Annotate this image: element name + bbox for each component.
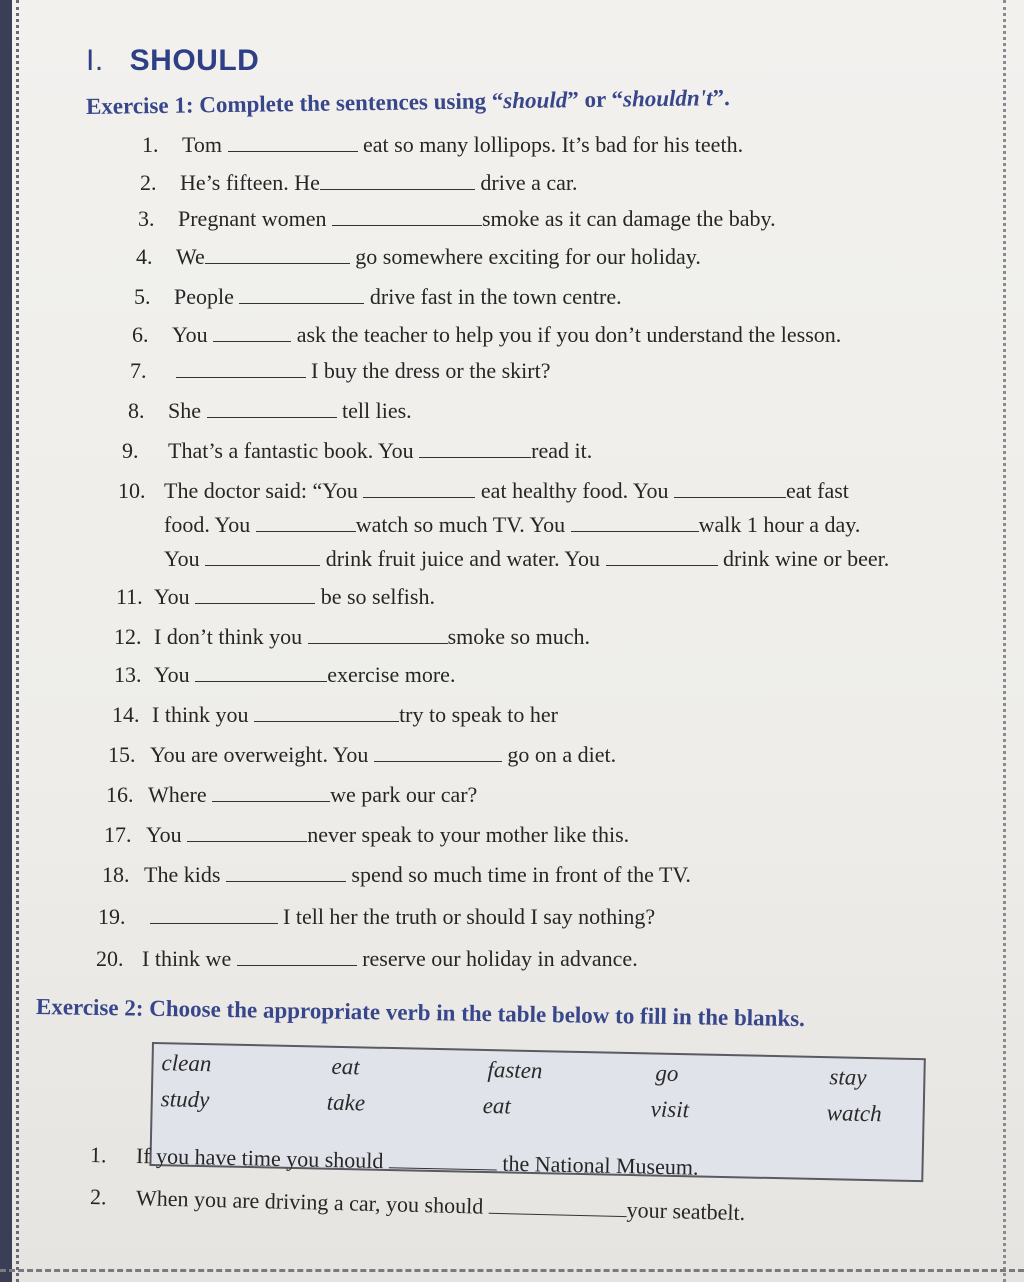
item-number: 16. — [106, 782, 134, 807]
answer-blank[interactable] — [419, 439, 531, 458]
exercise-item — [142, 132, 743, 158]
item-text: your seatbelt. — [626, 1197, 746, 1226]
item-text: You — [146, 822, 182, 847]
answer-blank[interactable] — [389, 1149, 497, 1170]
answer-blank[interactable] — [226, 863, 346, 882]
answer-blank[interactable] — [256, 513, 356, 532]
exercise-item — [96, 946, 638, 972]
answer-blank[interactable] — [237, 947, 357, 966]
exercise-item — [118, 478, 849, 504]
exercise-item — [106, 782, 477, 808]
item-text: tell lies. — [342, 398, 412, 423]
section-title — [86, 44, 259, 78]
item-number: 11. — [116, 584, 143, 609]
item-text: You — [154, 584, 190, 609]
word-bank-item: stay — [829, 1064, 867, 1090]
item-text: You — [164, 546, 200, 571]
heading-mid: ” or “ — [567, 86, 624, 113]
item-number: 18. — [102, 862, 130, 887]
answer-blank[interactable] — [239, 285, 364, 304]
word-bank-item: eat — [482, 1092, 512, 1119]
heading-suffix: ”. — [712, 85, 730, 111]
word-bank-item: fasten — [487, 1057, 543, 1084]
item-text: never speak to your mother like this. — [307, 822, 630, 847]
item-text: You are overweight. You — [150, 742, 369, 767]
item-text: exercise more. — [327, 662, 456, 687]
item-text: When you are driving a car, you should — [135, 1185, 484, 1219]
exercise-item — [122, 438, 592, 464]
item-text: food. You — [164, 512, 251, 537]
item-text: eat so many lollipops. It’s bad for his teeth. — [363, 132, 744, 157]
item-text: That’s a fantastic book. You — [168, 438, 414, 463]
word-bank-item: study — [160, 1086, 210, 1113]
item-text: go somewhere exciting for our holiday. — [355, 244, 701, 269]
item-text: I tell her the truth or should I say nothing? — [283, 904, 656, 929]
answer-blank[interactable] — [308, 625, 448, 644]
item-text: I don’t think you — [154, 624, 303, 649]
item-number: 13. — [114, 662, 142, 687]
heading-prefix: Exercise 1: Complete the sentences using “ — [85, 88, 504, 119]
exercise-item — [128, 398, 412, 424]
exercise-item-continued — [164, 546, 889, 572]
exercise-item — [114, 662, 455, 688]
item-text: drive a car. — [480, 170, 578, 195]
word-bank-item: visit — [650, 1096, 690, 1123]
exercise-item — [132, 322, 841, 348]
answer-blank[interactable] — [187, 823, 307, 842]
item-text: ask the teacher to help you if you don’t understand the lesson. — [296, 322, 842, 347]
item-text: Tom — [182, 132, 223, 157]
item-number: 3. — [138, 206, 155, 231]
item-number: 12. — [114, 624, 142, 649]
word-bank-item: watch — [826, 1100, 882, 1127]
item-text: She — [168, 398, 201, 423]
exercise-2-item — [90, 1184, 746, 1226]
item-text: If you have time you should — [135, 1142, 384, 1174]
answer-blank[interactable] — [254, 703, 399, 722]
answer-blank[interactable] — [571, 513, 699, 532]
item-number: 14. — [112, 702, 140, 727]
bottom-border — [0, 1269, 1024, 1272]
item-number: 7. — [130, 358, 147, 383]
answer-blank[interactable] — [195, 663, 327, 682]
answer-blank[interactable] — [213, 323, 291, 342]
answer-blank[interactable] — [228, 133, 358, 152]
item-text: He’s fifteen. He — [180, 170, 320, 195]
word-bank-item: eat — [331, 1053, 360, 1080]
answer-blank[interactable] — [332, 207, 482, 226]
exercise-item — [108, 742, 616, 768]
item-number: 1. — [89, 1142, 107, 1168]
heading-should: should — [503, 87, 568, 114]
answer-blank[interactable] — [674, 479, 786, 498]
item-text: smoke so much. — [447, 624, 590, 649]
exercise-item — [102, 862, 691, 888]
item-text: The doctor said: “You — [164, 478, 358, 503]
item-text: read it. — [531, 438, 593, 463]
item-number: 4. — [136, 244, 153, 269]
item-text: I buy the dress or the skirt? — [311, 358, 551, 383]
item-text: We — [176, 244, 205, 269]
answer-blank[interactable] — [176, 359, 306, 378]
item-text: You — [172, 322, 208, 347]
exercise-item — [112, 702, 558, 728]
item-text: You — [154, 662, 190, 687]
word-bank-item: clean — [161, 1050, 212, 1077]
answer-blank[interactable] — [489, 1195, 627, 1217]
item-text: I think we — [142, 946, 232, 971]
section-number: I. — [86, 44, 104, 77]
item-text: drive fast in the town centre. — [369, 284, 622, 309]
item-number: 1. — [142, 132, 159, 157]
item-text: be so selfish. — [320, 584, 435, 609]
book-edge — [0, 0, 12, 1282]
item-text: drink fruit juice and water. You — [325, 546, 601, 571]
item-text: Pregnant women — [178, 206, 327, 231]
item-text: walk 1 hour a day. — [698, 512, 861, 537]
answer-blank[interactable] — [363, 479, 475, 498]
exercise-item — [140, 170, 578, 196]
answer-blank[interactable] — [320, 171, 475, 190]
exercise-item — [98, 904, 655, 930]
item-number: 2. — [140, 170, 157, 195]
item-text: go on a diet. — [507, 742, 617, 767]
answer-blank[interactable] — [195, 585, 315, 604]
item-number: 6. — [132, 322, 149, 347]
exercise-item — [134, 284, 622, 310]
answer-blank[interactable] — [150, 905, 278, 924]
item-text: Where — [148, 782, 207, 807]
item-text: eat fast — [786, 478, 849, 503]
section-name: SHOULD — [129, 44, 260, 77]
answer-blank[interactable] — [207, 399, 337, 418]
answer-blank[interactable] — [374, 743, 502, 762]
exercise-1-heading — [86, 85, 730, 120]
word-bank-item: take — [326, 1089, 366, 1116]
item-text: spend so much time in front of the TV. — [351, 862, 691, 887]
answer-blank[interactable] — [205, 245, 350, 264]
item-text: watch so much TV. You — [355, 512, 566, 537]
item-text: we park our car? — [330, 782, 478, 807]
word-bank-item: go — [655, 1060, 679, 1087]
exercise-item — [116, 584, 435, 610]
item-text: try to speak to her — [399, 702, 558, 727]
binding-dots — [16, 0, 19, 1282]
item-number: 9. — [122, 438, 139, 463]
item-number: 5. — [134, 284, 151, 309]
item-text: reserve our holiday in advance. — [362, 946, 638, 971]
answer-blank[interactable] — [606, 547, 718, 566]
answer-blank[interactable] — [212, 783, 330, 802]
exercise-item-continued — [164, 512, 860, 538]
item-text: drink wine or beer. — [723, 546, 890, 571]
heading-shouldnt: shouldn't — [622, 85, 713, 112]
item-text: I think you — [152, 702, 249, 727]
margin-dots — [1003, 0, 1006, 1282]
item-text: eat healthy food. You — [480, 478, 669, 503]
item-text: smoke as it can damage the baby. — [481, 206, 776, 231]
item-text: the National Museum. — [502, 1150, 699, 1180]
item-number: 8. — [128, 398, 145, 423]
item-number: 2. — [89, 1184, 107, 1210]
item-number: 19. — [98, 904, 126, 929]
answer-blank[interactable] — [205, 547, 320, 566]
exercise-item — [138, 206, 776, 232]
item-number: 17. — [104, 822, 132, 847]
exercise-2-heading: Exercise 2: Choose the appropriate verb in the table below to fill in the blanks. — [35, 994, 806, 1032]
item-text: The kids — [144, 862, 221, 887]
item-number: 20. — [96, 946, 124, 971]
item-number: 15. — [108, 742, 136, 767]
exercise-item — [114, 624, 590, 650]
item-text: People — [174, 284, 234, 309]
item-number: 10. — [118, 478, 146, 503]
exercise-item — [104, 822, 629, 848]
exercise-item — [130, 358, 551, 384]
exercise-item — [136, 244, 701, 270]
